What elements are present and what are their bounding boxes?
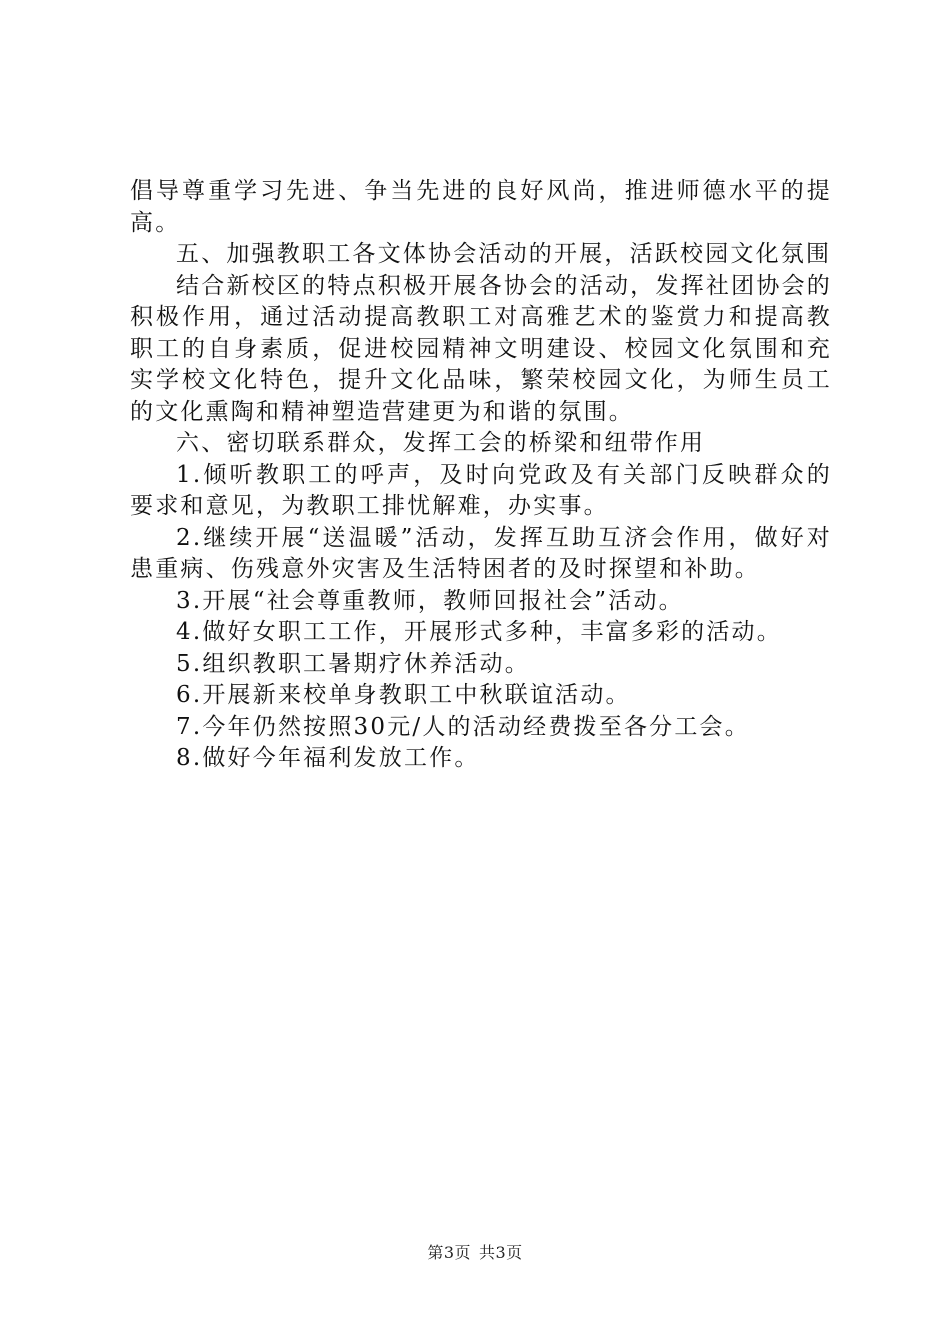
- list-item: 3.开展“社会尊重教师，教师回报社会”活动。: [176, 587, 684, 614]
- list-item: 4.做好女职工工作，开展形式多种，丰富多彩的活动。: [176, 619, 782, 645]
- document-body: [130, 176, 832, 775]
- list-item: 2.继续开展“送温暖”活动，发挥互助互济会作用，做好对患重病、伤残意外灾害及生活特困者的及时探望和补助。: [130, 524, 832, 582]
- page-footer: [0, 1243, 950, 1263]
- paragraph-continuation: 倡导尊重学习先进、争当先进的良好风尚，推进师德水平的提高。: [130, 178, 832, 236]
- paragraph-section-5-body: 结合新校区的特点积极开展各协会的活动，发挥社团协会的积极作用，通过活动提高教职工对高雅艺术的鉴赏力和提高教职工的自身素质，促进校园精神文明建设、校园文化氛围和充实学校文化特色，提升文化品味，繁荣校园文化，为师生员工的文化熏陶和精神塑造营建更为和谐的氛围。: [130, 272, 832, 425]
- list-item: 1.倾听教职工的呼声，及时向党政及有关部门反映群众的要求和意见，为教职工排忧解难，办实事。: [130, 461, 832, 519]
- list-item: 8.做好今年福利发放工作。: [176, 745, 480, 771]
- section-heading-5: 五、加强教职工各文体协会活动的开展，活跃校园文化氛围: [176, 241, 832, 267]
- page-total: 共3页: [479, 1243, 523, 1262]
- list-item: 6.开展新来校单身教职工中秋联谊活动。: [176, 682, 631, 708]
- page-number: 第3页: [427, 1243, 471, 1262]
- list-item: 5.组织教职工暑期疗休养活动。: [176, 650, 530, 677]
- list-item: 7.今年仍然按照30元/人的活动经费拨至各分工会。: [176, 713, 750, 740]
- section-heading-6: 六、密切联系群众，发挥工会的桥梁和纽带作用: [176, 430, 706, 456]
